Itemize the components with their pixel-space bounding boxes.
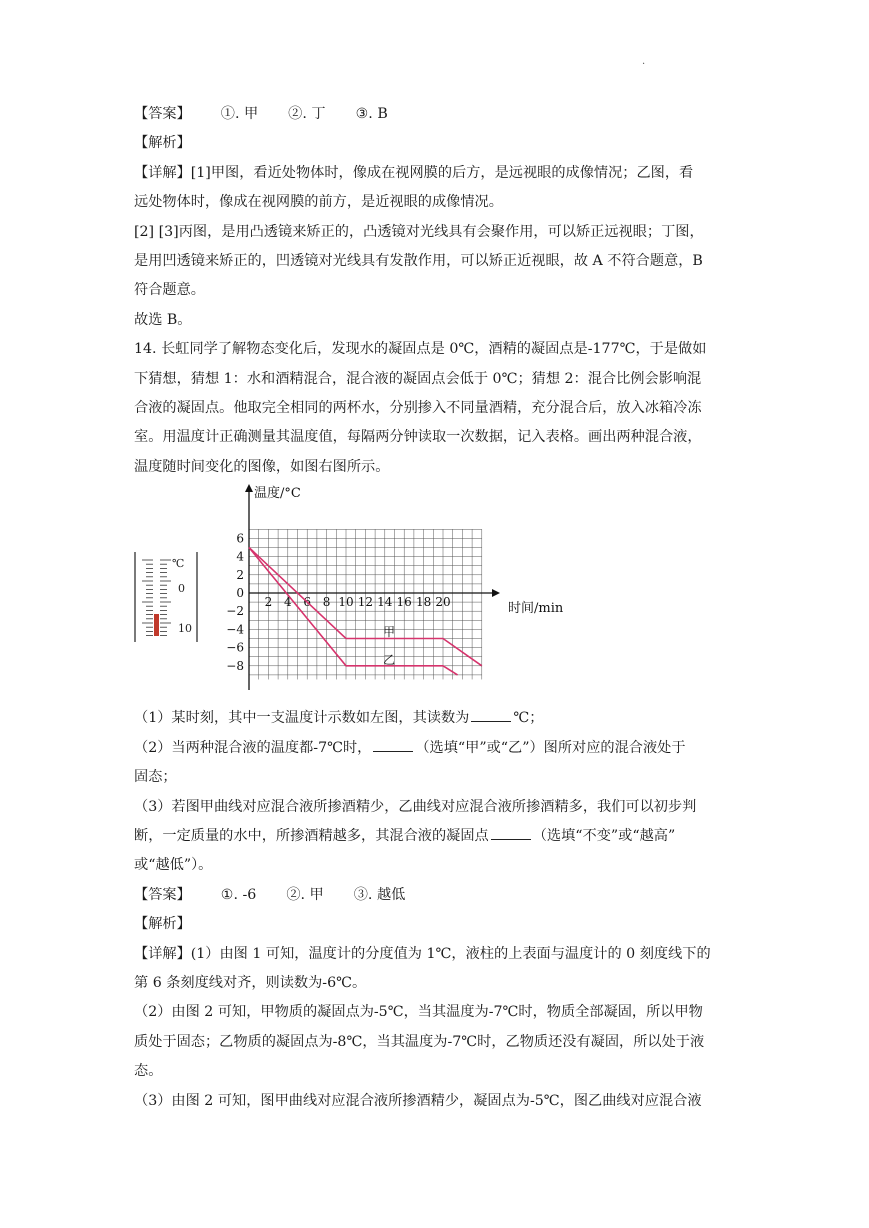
answer-item-2: ②. 丁 xyxy=(288,106,326,122)
detail-line: 是用凹透镜来矫正的，凹透镜对光线具有发散作用，可以矫正近视眼，故 A 不符合题意，B xyxy=(134,253,703,270)
x-tick-label: 8 xyxy=(322,595,331,610)
sub-question-2-suffix: （选填“甲”或“乙”）图所对应的混合液处于 xyxy=(415,739,686,756)
detail-line: 符合题意。 xyxy=(134,282,205,299)
x-tick-label: 4 xyxy=(283,595,292,610)
y-axis-label: 温度/°C xyxy=(254,486,301,502)
question-14-line: 下猜想，猜想 1：水和酒精混合，混合液的凝固点会低于 0℃；猜想 2：混合比例会影响混 xyxy=(134,370,702,387)
y-tick-label: 0 xyxy=(236,586,244,601)
detail-line: 第 6 条刻度线对齐，则读数为-6℃。 xyxy=(134,974,367,991)
answer-blank xyxy=(373,737,413,752)
sub-question-2-line2: 固态； xyxy=(134,769,177,786)
header-dot: . xyxy=(642,56,646,67)
answer-label: 【答案】 xyxy=(134,106,191,122)
answer-item-2: ②. 甲 xyxy=(286,886,324,903)
answer-blank xyxy=(491,825,531,840)
detail-line: [2] [3]丙图，是用凸透镜来矫正的，凸透镜对光线具有会聚作用，可以矫正远视眼；丁图， xyxy=(134,223,704,240)
sub-question-3: （3）若图甲曲线对应混合液所掺酒精少，乙曲线对应混合液所掺酒精多，我们可以初步判 xyxy=(134,798,697,815)
x-tick-label: 2 xyxy=(264,595,273,610)
analysis-label: 【解析】 xyxy=(134,916,191,933)
sub-question-1-suffix: ℃； xyxy=(513,710,544,727)
y-tick-label: −4 xyxy=(226,622,244,637)
analysis-label: 【解析】 xyxy=(134,135,191,152)
x-tick-label: 6 xyxy=(303,595,312,610)
x-tick-label: 14 xyxy=(377,595,393,610)
thermometer-unit: ℃ xyxy=(172,557,185,571)
x-tick-label: 12 xyxy=(357,595,374,610)
thermometer-label-10: 10 xyxy=(178,622,192,636)
detail-line: 质处于固态；乙物质的凝固点为-8℃，当其温度为-7℃时，乙物质还没有凝固，所以处于液 xyxy=(134,1033,705,1050)
detail-line: （2）由图 2 可知，甲物质的凝固点为-5℃，当其温度为-7℃时，物质全部凝固，所以甲物 xyxy=(134,1004,703,1021)
thermometer-label-0: 0 xyxy=(178,582,185,596)
answer-label: 【答案】 xyxy=(134,886,191,903)
figures xyxy=(134,484,740,704)
question-14-line: 合液的凝固点。他取完全相同的两杯水，分别掺入不同量酒精，充分混合后，放入冰箱冷冻 xyxy=(134,400,702,417)
sub-question-3-suffix: （选填“不变”或“越高” xyxy=(532,827,676,844)
x-axis-label: 时间/min xyxy=(508,601,564,617)
curve-yi-label: 乙 xyxy=(383,653,396,668)
curve-jia-label: 甲 xyxy=(383,625,396,640)
answer-item-3: ③. B xyxy=(355,106,388,122)
thermometer-figure xyxy=(134,550,200,644)
temperature-time-graph xyxy=(226,484,566,694)
y-tick-label: 4 xyxy=(236,549,244,564)
sub-question-1-text: （1）某时刻，其中一支温度计示数如左图，其读数为 xyxy=(134,710,470,727)
sub-question-3-line3: 或“越低”）。 xyxy=(134,857,213,874)
y-tick-label: −2 xyxy=(226,604,244,619)
x-tick-label: 10 xyxy=(338,595,354,610)
y-tick-label: −6 xyxy=(226,640,244,655)
sub-question-3-line2 xyxy=(134,822,740,851)
y-tick-label: 2 xyxy=(236,568,244,583)
sub-question-2-text: （2）当两种混合液的温度都-7℃时， xyxy=(134,739,372,756)
question-14-line: 14. 长虹同学了解物态变化后，发现水的凝固点是 0℃，酒精的凝固点是-177℃，于是做如 xyxy=(134,341,707,358)
question-14-line: 温度随时间变化的图像，如图右图所示。 xyxy=(134,458,390,475)
answer-blank xyxy=(471,707,511,722)
x-tick-label: 20 xyxy=(435,595,451,610)
x-tick-label: 16 xyxy=(396,595,412,610)
detail-line: 远处物体时，像成在视网膜的前方，是近视眼的成像情况。 xyxy=(134,194,503,211)
answer-item-1: ①. -6 xyxy=(220,886,257,903)
detail-line: 【详解】(1）由图 1 可知，温度计的分度值为 1℃，液柱的上表面与温度计的 0 刻度线下的 xyxy=(134,945,711,962)
detail-line: （3）由图 2 可知，图甲曲线对应混合液所掺酒精少，凝固点为-5℃，图乙曲线对应混合液 xyxy=(134,1092,702,1109)
answer-item-3: ③. 越低 xyxy=(353,886,406,903)
sub-question-1 xyxy=(134,704,740,733)
detail-line: 【详解】[1]甲图，看近处物体时，像成在视网膜的后方，是远视眼的成像情况；乙图，看 xyxy=(134,164,694,181)
answer-row-2 xyxy=(134,881,740,910)
answer-item-1: ①. 甲 xyxy=(220,106,259,122)
document-body xyxy=(134,100,740,1116)
answer-row-1 xyxy=(134,100,740,129)
question-14-line: 室。用温度计正确测量其温度值，每隔两分钟读取一次数据，记入表格。画出两种混合液， xyxy=(134,429,702,446)
y-tick-label: 6 xyxy=(236,531,244,546)
sub-question-2 xyxy=(134,734,740,763)
detail-line: 故选 B。 xyxy=(134,311,192,328)
detail-line: 态。 xyxy=(134,1063,163,1080)
y-tick-label: −8 xyxy=(226,659,244,674)
sub-question-3-text: 断，一定质量的水中，所掺酒精越多，其混合液的凝固点 xyxy=(134,827,489,844)
x-tick-label: 18 xyxy=(415,595,432,610)
